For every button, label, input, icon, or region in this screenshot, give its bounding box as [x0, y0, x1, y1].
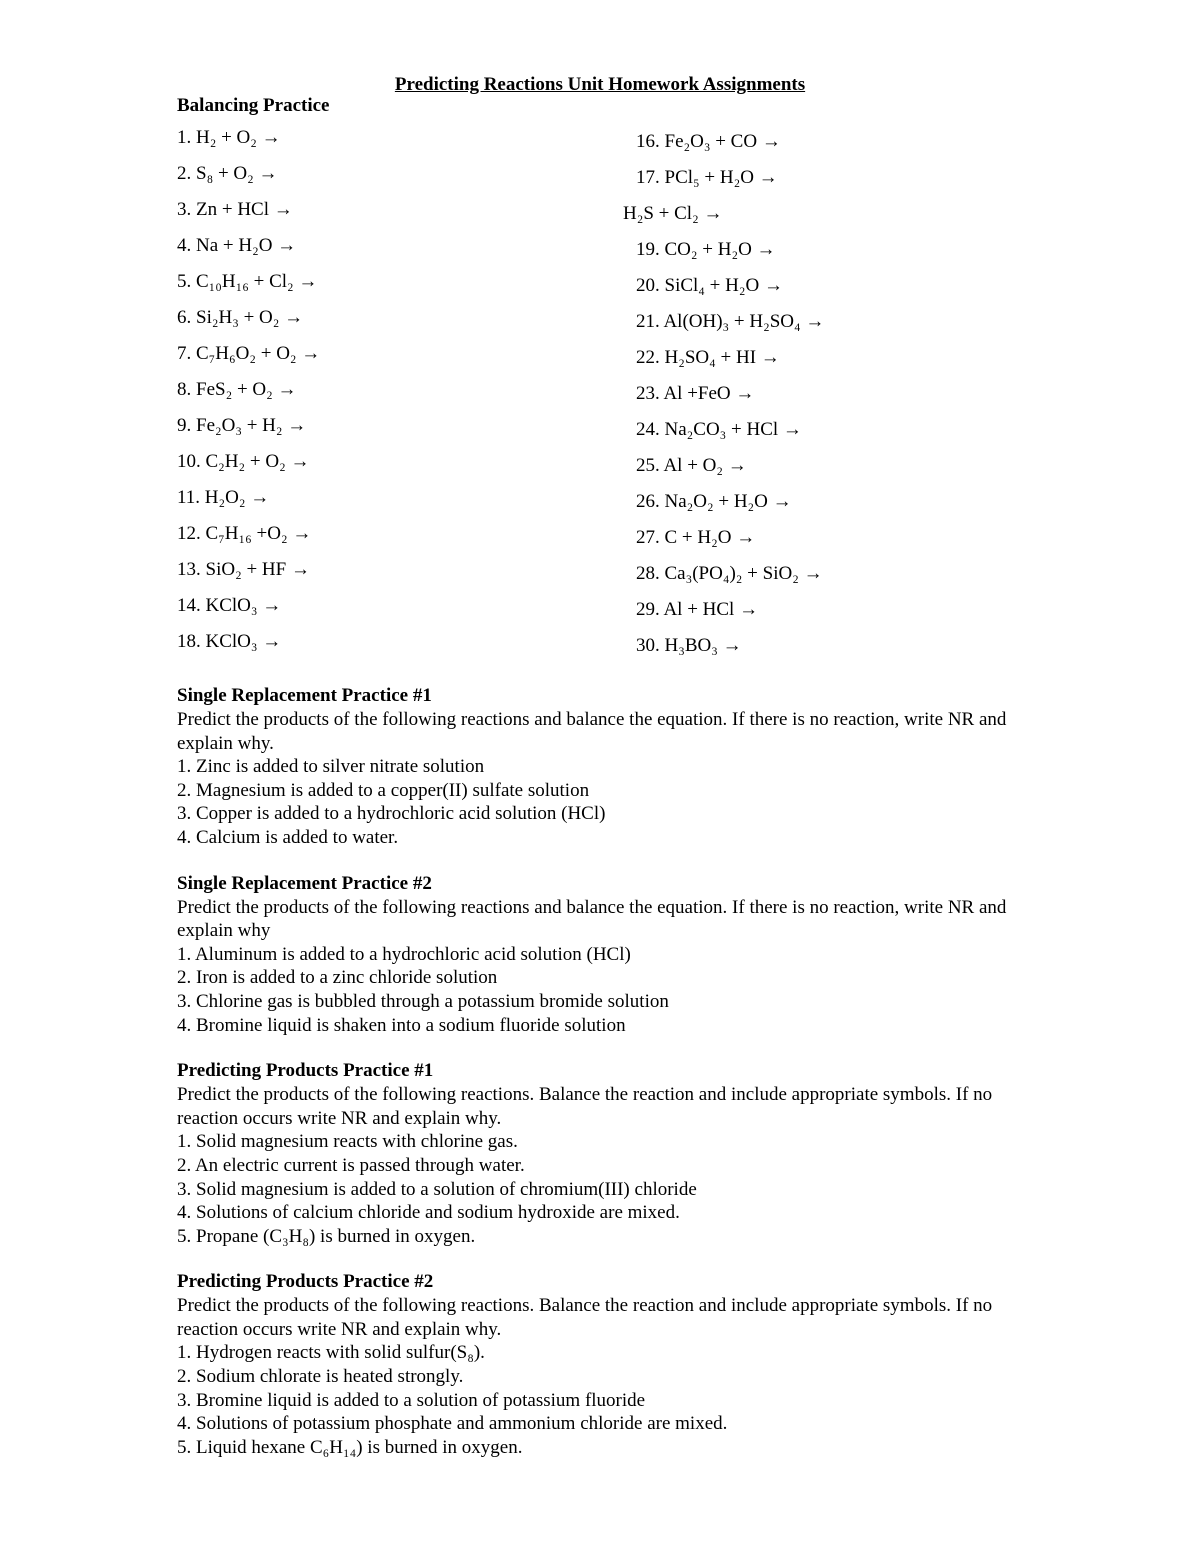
section-heading: Single Replacement Practice #1	[177, 685, 432, 706]
equation-item: 13. SiO₂ + HF →	[177, 559, 310, 580]
equation-item: 5. C₁₀H₁₆ + Cl₂ →	[177, 271, 318, 292]
list-item: 1. Solid magnesium reacts with chlorine gas.	[177, 1131, 518, 1153]
equation-item: 1. H₂ + O₂ →	[177, 127, 281, 148]
question-list	[177, 1130, 1037, 1248]
section-instructions: Predict the products of the following reactions. Balance the reaction and include appropriate symbols. If no reaction occurs write NR and explain why.	[177, 1084, 993, 1129]
equation-item: 16. Fe₂O₃ + CO →	[636, 131, 781, 152]
section-instructions: Predict the products of the following reactions and balance the equation. If there is no reaction, write NR and explain why.	[177, 709, 1007, 754]
equation-item: H₂S + Cl₂ →	[623, 203, 723, 224]
section-heading: Predicting Products Practice #2	[177, 1271, 434, 1293]
equation-item: 4. Na + H₂O →	[177, 235, 297, 256]
list-item: 4. Calcium is added to water.	[177, 826, 399, 848]
equation-item: 28. Ca₃(PO₄)₂ + SiO₂ →	[636, 563, 823, 584]
question-list	[177, 943, 1037, 1037]
equation-item: 26. Na₂O₂ + H₂O →	[636, 491, 792, 512]
list-item: 2. Iron is added to a zinc chloride solution	[177, 967, 498, 989]
balancing-right-column	[623, 130, 825, 670]
list-item: 3. Solid magnesium is added to a solution of chromium(III) chloride	[177, 1178, 697, 1200]
question-list	[177, 755, 1037, 849]
list-item: 4. Solutions of calcium chloride and sodium hydroxide are mixed.	[177, 1202, 680, 1224]
balancing-heading: Balancing Practice	[177, 95, 330, 116]
equation-item: 17. PCl₅ + H₂O →	[636, 167, 778, 188]
list-item: 5. Liquid hexane C₆H₁₄) is burned in oxygen.	[177, 1436, 523, 1458]
list-item: 2. Magnesium is added to a copper(II) sulfate solution	[177, 779, 590, 801]
equation-item: 3. Zn + HCl →	[177, 199, 293, 220]
equation-item: 18. KClO₃ →	[177, 631, 282, 652]
list-item: 1. Aluminum is added to a hydrochloric acid solution (HCl)	[177, 943, 631, 965]
section-instructions: Predict the products of the following reactions and balance the equation. If there is no reaction, write NR and explain why	[177, 896, 1007, 942]
equation-item: 27. C + H₂O →	[636, 527, 756, 548]
list-item: 2. Sodium chlorate is heated strongly.	[177, 1366, 464, 1388]
equation-item: 29. Al + HCl →	[636, 599, 759, 620]
list-item: 1. Zinc is added to silver nitrate solution	[177, 756, 485, 778]
equation-item: 7. C₇H₆O₂ + O₂ →	[177, 343, 321, 364]
section-instructions: Predict the products of the following reactions. Balance the reaction and include appropriate symbols. If no reaction occurs write NR and explain why.	[177, 1295, 993, 1340]
equation-item: 8. FeS₂ + O₂ →	[177, 379, 297, 400]
list-item: 2. An electric current is passed through water.	[177, 1154, 525, 1176]
practice-sections	[177, 684, 1037, 1481]
equation-item: 2. S₈ + O₂ →	[177, 163, 278, 184]
equation-item: 9. Fe₂O₃ + H₂ →	[177, 415, 307, 436]
equation-item: 23. Al +FeO →	[636, 383, 755, 404]
page-title: Predicting Reactions Unit Homework Assignments	[394, 74, 806, 95]
balancing-left-column	[177, 126, 320, 666]
equation-item: 11. H₂O₂ →	[177, 487, 270, 508]
equation-item: 14. KClO₃ →	[177, 595, 282, 616]
predicting-products-2-section	[177, 1270, 1037, 1459]
list-item: 5. Propane (C₃H₈) is burned in oxygen.	[177, 1225, 476, 1247]
single-replacement-1-section	[177, 684, 1037, 850]
section-heading: Predicting Products Practice #1	[177, 1060, 434, 1082]
section-heading: Single Replacement Practice #2	[177, 872, 432, 894]
equation-item: 22. H₂SO₄ + HI →	[636, 347, 780, 368]
equation-item: 21. Al(OH)₃ + H₂SO₄ →	[636, 311, 825, 332]
single-replacement-2-section	[177, 872, 1037, 1038]
equation-item: 25. Al + O₂ →	[636, 455, 747, 476]
list-item: 3. Copper is added to a hydrochloric acid solution (HCl)	[177, 803, 606, 825]
list-item: 4. Bromine liquid is shaken into a sodium fluoride solution	[177, 1014, 626, 1036]
equation-item: 19. CO₂ + H₂O →	[636, 239, 776, 260]
equation-item: 6. Si₂H₃ + O₂ →	[177, 307, 304, 328]
equation-item: 24. Na₂CO₃ + HCl →	[636, 419, 802, 440]
equation-item: 20. SiCl₄ + H₂O →	[636, 275, 783, 296]
list-item: 3. Chlorine gas is bubbled through a potassium bromide solution	[177, 990, 669, 1012]
list-item: 1. Hydrogen reacts with solid sulfur(S₈).	[177, 1342, 485, 1364]
list-item: 3. Bromine liquid is added to a solution of potassium fluoride	[177, 1389, 646, 1411]
list-item: 4. Solutions of potassium phosphate and ammonium chloride are mixed.	[177, 1413, 728, 1435]
question-list	[177, 1341, 1037, 1459]
predicting-products-1-section	[177, 1059, 1037, 1248]
equation-item: 30. H₃BO₃ →	[636, 635, 742, 656]
equation-item: 10. C₂H₂ + O₂ →	[177, 451, 310, 472]
equation-item: 12. C₇H₁₆ +O₂ →	[177, 523, 312, 544]
